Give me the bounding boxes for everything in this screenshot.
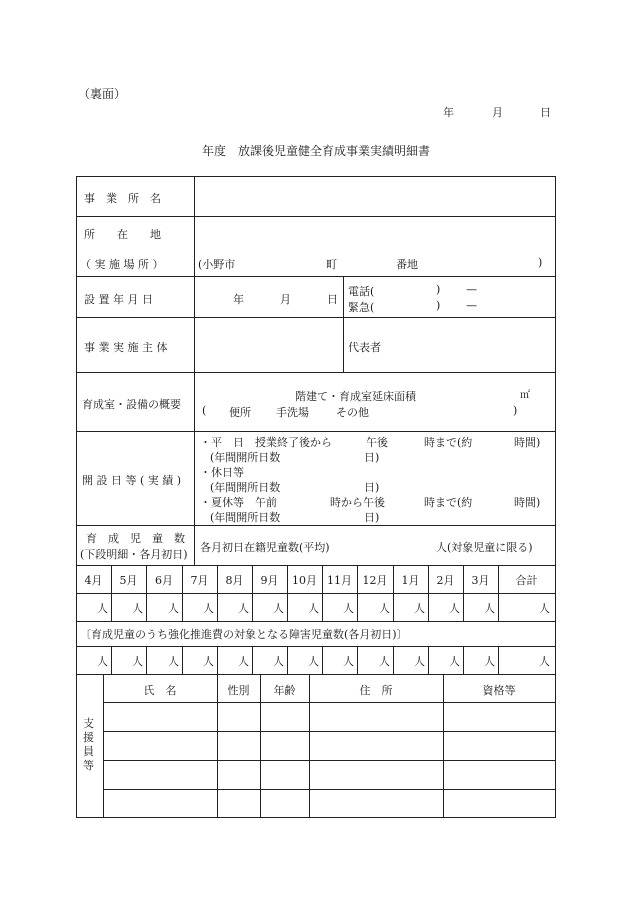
disability-note: 〔育成児童のうち強化推進費の対象となる障害児童数(各月初日)〕: [80, 628, 408, 641]
disability-month-cell[interactable]: 人: [414, 655, 425, 668]
location-city: (小野市: [198, 258, 236, 271]
phone-close: ): [436, 283, 441, 296]
representative-label: 代表者: [348, 341, 381, 354]
weekday-line: ・平 日 授業終了後から: [200, 436, 332, 449]
children-unit: 人(対象児童に限る): [436, 541, 533, 554]
disability-month-cell[interactable]: 人: [203, 655, 214, 668]
office-name-field[interactable]: [198, 180, 550, 212]
weekday-days-close: 日): [364, 451, 380, 464]
children-month-cell[interactable]: 人: [414, 602, 425, 615]
children-month-cell[interactable]: 人: [484, 602, 495, 615]
open-days-label: 開 設 日 等 ( 実 績 ): [82, 474, 182, 487]
staff-row[interactable]: [104, 732, 555, 759]
disability-month-cell[interactable]: 人: [449, 655, 460, 668]
staff-header-age: 年齢: [273, 684, 296, 697]
children-label: 育 成 児 童 数: [86, 532, 185, 545]
facility-sink: 手洗場: [276, 406, 309, 419]
facility-other: その他: [336, 406, 369, 419]
disability-month-cell[interactable]: 人: [238, 655, 249, 668]
staff-side-char: 員: [83, 745, 94, 758]
back-side-label: （裏面）: [78, 87, 127, 101]
phone-label: 電話(: [348, 285, 375, 298]
staff-header-qualification: 資格等: [482, 684, 516, 697]
month-header-dec: 12月: [362, 574, 388, 587]
facility-open-paren: (: [202, 404, 207, 417]
children-month-cell[interactable]: 人: [449, 602, 460, 615]
month-header-apr: 4月: [84, 574, 103, 587]
holiday-days: (年間開所日数: [210, 481, 281, 494]
date-day-label: 日: [540, 106, 551, 119]
children-month-cell[interactable]: 人: [97, 602, 108, 615]
children-month-cell[interactable]: 人: [379, 602, 390, 615]
location-label: 所 在 地: [84, 228, 161, 241]
disability-month-cell[interactable]: 人: [343, 655, 354, 668]
weekday-pm: 午後: [366, 436, 388, 449]
children-month-cell[interactable]: 人: [273, 602, 284, 615]
document-title: 年度 放課後児童健全育成事業実績明細書: [202, 144, 431, 158]
disability-month-cell[interactable]: 人: [132, 655, 143, 668]
summer-from: 時から午後: [330, 496, 385, 509]
month-header-mar: 3月: [471, 574, 490, 587]
emergency-label: 緊急(: [348, 301, 375, 314]
emergency-dash: —: [466, 299, 477, 312]
children-month-cell[interactable]: 人: [168, 602, 179, 615]
children-month-cell[interactable]: 人: [203, 602, 214, 615]
disability-month-cell[interactable]: 人: [484, 655, 495, 668]
facility-close-paren: ): [513, 404, 518, 417]
staff-row[interactable]: [104, 703, 555, 730]
location-banchi: 番地: [396, 258, 418, 271]
location-label-sub: （ 実 施 場 所 ）: [80, 258, 164, 271]
children-label-sub: (下段明細・各月初日): [80, 548, 188, 561]
month-header-total: 合計: [515, 574, 538, 587]
location-close-paren: ): [538, 256, 543, 269]
established-day: 日: [327, 293, 338, 306]
summer-until: 時まで(約: [424, 496, 473, 509]
staff-side-char: 等: [83, 759, 94, 772]
month-header-sep: 9月: [260, 574, 279, 587]
month-header-feb: 2月: [436, 574, 455, 587]
staff-side-label: [83, 717, 94, 773]
staff-header-address: 住 所: [359, 684, 393, 697]
staff-row[interactable]: [104, 761, 555, 788]
location-field[interactable]: [198, 220, 550, 272]
established-year: 年: [233, 293, 244, 306]
operator-field[interactable]: [198, 321, 338, 369]
weekday-days: (年間開所日数: [210, 451, 281, 464]
weekday-until: 時まで(約: [424, 436, 473, 449]
facility-label: 育成室・設備の概要: [82, 398, 181, 411]
staff-header-sex: 性別: [227, 684, 250, 697]
children-month-cell[interactable]: 人: [343, 602, 354, 615]
children-total-cell[interactable]: 人: [539, 602, 550, 615]
children-month-cell[interactable]: 人: [132, 602, 143, 615]
summer-days-close: 日): [364, 511, 380, 524]
month-header-oct: 10月: [292, 574, 317, 587]
disability-month-cell[interactable]: 人: [168, 655, 179, 668]
weekday-hours: 時間): [514, 436, 541, 449]
disability-total-cell[interactable]: 人: [539, 655, 550, 668]
summer-line: ・夏休等 午前: [200, 496, 277, 509]
summer-hours: 時間): [514, 496, 541, 509]
operator-label: 事 業 実 施 主 体: [84, 341, 168, 354]
month-header-jun: 6月: [155, 574, 173, 587]
disability-month-cell[interactable]: 人: [273, 655, 284, 668]
summer-days: (年間開所日数: [210, 511, 281, 524]
date-month-label: 月: [492, 106, 503, 119]
disability-month-cell[interactable]: 人: [97, 655, 108, 668]
disability-month-cell[interactable]: 人: [308, 655, 319, 668]
holiday-line: ・休日等: [200, 466, 244, 479]
facility-toilet: 便所: [229, 406, 251, 419]
month-header-aug: 8月: [225, 574, 244, 587]
children-month-cell[interactable]: 人: [308, 602, 319, 615]
disability-month-cell[interactable]: 人: [379, 655, 390, 668]
staff-row[interactable]: [104, 790, 555, 816]
date-year-label: 年: [443, 106, 454, 119]
children-description: 各月初日在籍児童数(平均): [200, 541, 330, 554]
staff-side-char: 援: [83, 731, 94, 744]
facility-floor-area: 階建て・育成室延床面積: [295, 390, 416, 403]
phone-dash: —: [466, 283, 477, 296]
staff-header-name: 氏 名: [143, 684, 177, 697]
month-header-jul: 7月: [190, 574, 209, 587]
holiday-days-close: 日): [364, 481, 380, 494]
office-name-label: 事 業 所 名: [84, 192, 161, 205]
facility-unit: ㎡: [520, 390, 530, 401]
month-header-jan: 1月: [401, 574, 420, 587]
month-header-nov: 11月: [327, 574, 352, 587]
staff-side-char: 支: [83, 717, 94, 730]
emergency-close: ): [436, 299, 441, 312]
location-town: 町: [326, 258, 337, 271]
children-month-cell[interactable]: 人: [238, 602, 249, 615]
month-header-may: 5月: [119, 574, 138, 587]
established-label: 設 置 年 月 日: [84, 293, 153, 306]
established-month: 月: [280, 293, 291, 306]
